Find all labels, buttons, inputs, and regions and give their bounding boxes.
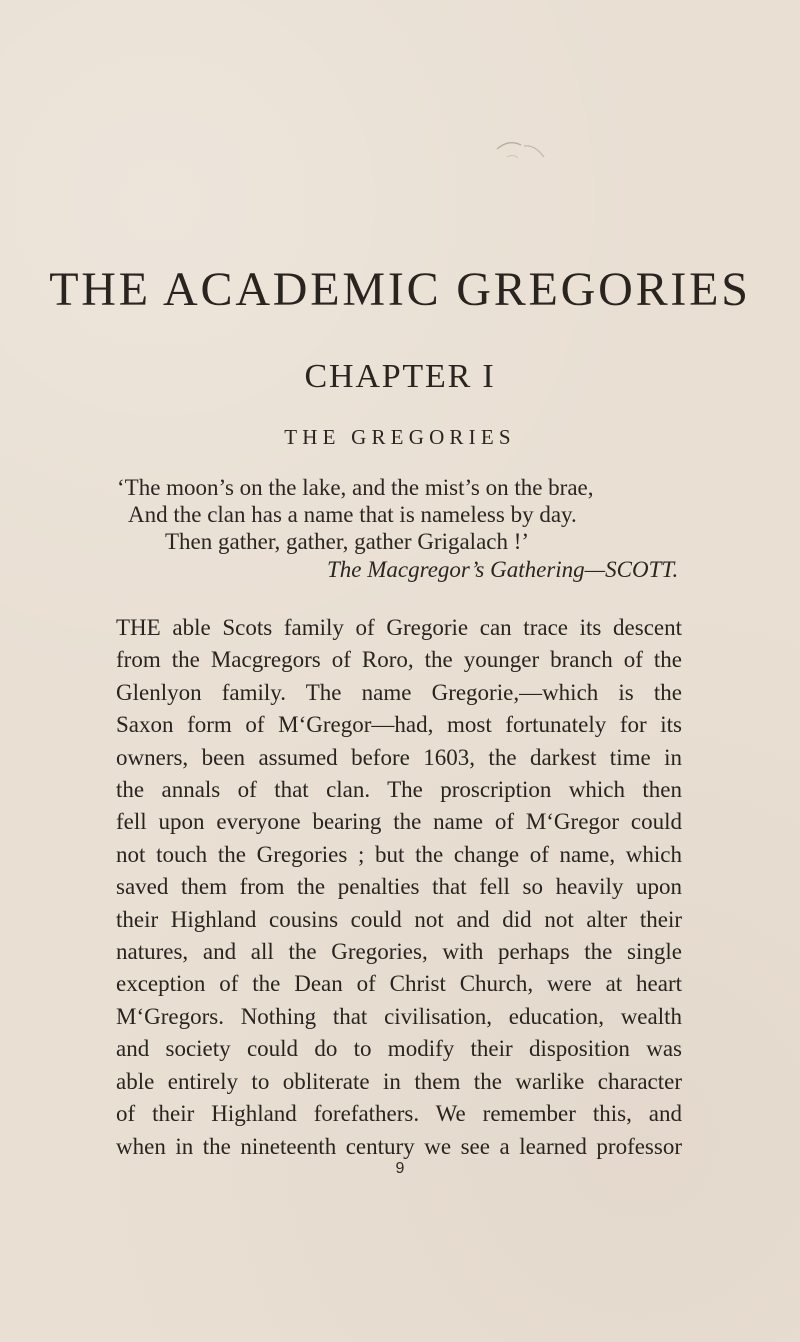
body-line: from the Macgregors of Roro, the younger branch of the	[116, 647, 682, 673]
epigraph-line: ‘The moon’s on the lake, and the mist’s on the brae,	[117, 475, 594, 500]
body-line: when in the nineteenth century we see a learned professor	[116, 1133, 682, 1159]
body-line: THE able Scots family of Gregorie can trace its descent	[116, 615, 682, 640]
body-line: Saxon form of M‘Gregor—had, most fortunately for its	[116, 712, 682, 738]
body-line: owners, been assumed before 1603, the darkest time in	[116, 744, 682, 770]
page-number: 9	[395, 1160, 405, 1177]
paper-stain-mark	[487, 131, 559, 173]
epigraph-line: Then gather, gather, gather Grigalach !’	[165, 529, 530, 554]
body-line: the annals of that clan. The proscription which then	[116, 777, 682, 803]
body-line: and society could do to modify their disposition was	[116, 1036, 682, 1062]
body-line: of their Highland forefathers. We remember this, and	[116, 1101, 682, 1127]
body-line: exception of the Dean of Christ Church, were at heart	[116, 971, 682, 997]
chapter-subtitle: THE GREGORIES	[284, 425, 516, 449]
body-line: M‘Gregors. Nothing that civilisation, education, wealth	[116, 1003, 682, 1029]
chapter-title: CHAPTER I	[304, 358, 496, 395]
body-line: natures, and all the Gregories, with perhaps the single	[116, 939, 682, 965]
book-title: THE ACADEMIC GREGORIES	[49, 263, 751, 316]
body-line: saved them from the penalties that fell so heavily upon	[116, 874, 682, 900]
body-line: their Highland cousins could not and did not alter their	[116, 906, 682, 932]
body-line: not touch the Gregories ; but the change of name, which	[116, 841, 682, 867]
body-line: fell upon everyone bearing the name of M‘Gregor could	[116, 809, 682, 835]
body-line: Glenlyon family. The name Gregorie,—which is the	[116, 679, 682, 705]
epigraph-line: And the clan has a name that is nameless by day.	[128, 502, 577, 527]
epigraph-attribution: The Macgregor’s Gathering—SCOTT.	[327, 557, 679, 582]
body-text	[116, 612, 682, 1163]
body-line: able entirely to obliterate in them the warlike character	[116, 1068, 682, 1094]
